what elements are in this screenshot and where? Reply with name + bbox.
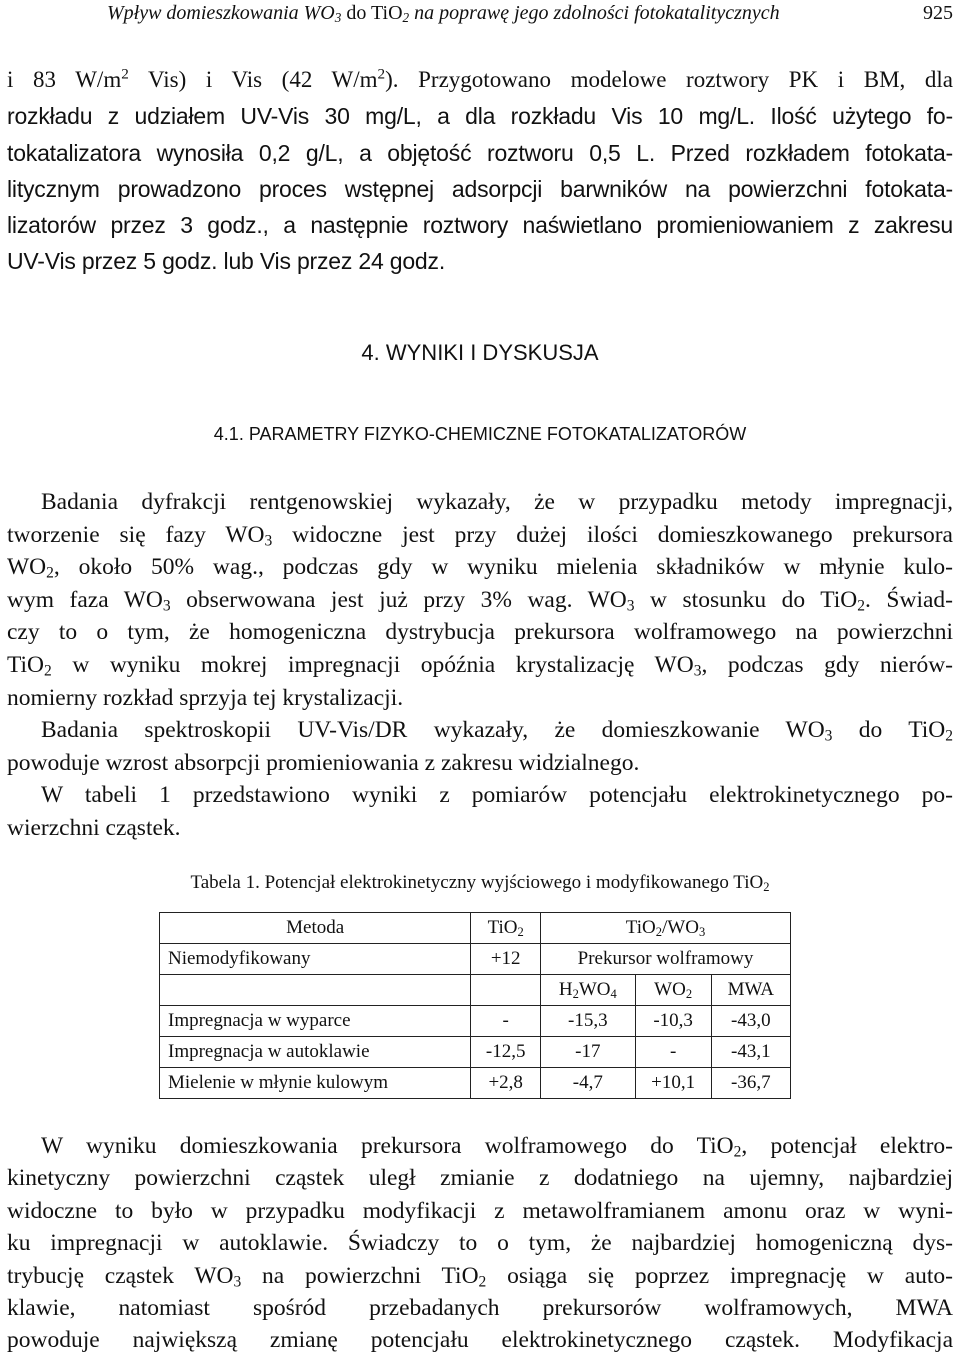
table-cell: +12 [471, 944, 541, 975]
text-line: tworzenie się fazy $WO_3$ widoczne jest przy dużej ilości domieszkowanego prekursora [7, 521, 953, 549]
table-cell: +2,8 [471, 1068, 541, 1099]
table-cell: Impregnacja w wyparce [160, 1006, 471, 1037]
header-cell-mwa: MWA [711, 975, 790, 1006]
table-cell: -17 [541, 1037, 636, 1068]
section-heading: 4. WYNIKI I DYSKUSJA [361, 340, 599, 365]
running-title: Wpływ domieszkowania $WO_3$ do TiO$_2$ na poprawę jego zdolności fotokatalitycznych [107, 2, 780, 25]
text-line: W tabeli 1 przedstawiono wyniki z pomiarów potencjału elektrokinetycznego po- [41, 782, 953, 809]
table-cell: -4,7 [541, 1068, 636, 1099]
table-cell: - [635, 1037, 711, 1068]
text-line: nomierny rozkład sprzyja tej krystalizacji. [7, 684, 404, 711]
page-number: 925 [923, 2, 953, 24]
table-caption: Tabela 1. Potencjał elektrokinetyczny wyjściowego i modyfikowanego TiO$_2$ [190, 872, 770, 894]
text-line: wierzchni cząstek. [7, 814, 181, 841]
results-table [159, 912, 791, 1099]
table-cell: Prekursor wolframowy [541, 944, 791, 975]
text-line: W wyniku domieszkowania prekursora wolframowego do TiO$_2$, potencjał elektro- [41, 1133, 953, 1161]
table-cell: - [471, 1006, 541, 1037]
intro-paragraph [7, 62, 953, 280]
table-cell: -36,7 [711, 1068, 790, 1099]
text-line: klawie, natomiast spośród przebadanych prekursorów wolframowych, MWA [7, 1294, 953, 1321]
header-cell-wo2: $WO_2$ [635, 975, 711, 1006]
header-cell-tio2-wo3: $TiO_2/WO_3$ [541, 913, 791, 944]
table-cell: -12,5 [471, 1037, 541, 1068]
text-line: widoczne to było w przypadku modyfikacji z metawolframianem amonu oraz w wyni- [7, 1197, 953, 1224]
table-row [160, 975, 791, 1006]
table-cell: +10,1 [635, 1068, 711, 1099]
text-line: ku impregnacji w autoklawie. Świadczy to o tym, że najbardziej homogeniczną dys- [7, 1230, 953, 1257]
header-cell-method: Metoda [160, 913, 471, 944]
text-line: kinetyczny powierzchni cząstek uległ zmianie z dodatniego na ujemny, najbardziej [7, 1165, 953, 1192]
table-row [160, 1068, 791, 1099]
body-paragraph-1 [7, 486, 953, 845]
header-cell-h2wo4: $H_2WO_4$ [541, 975, 636, 1006]
text-line: lizatorów przez 3 godz., a następnie roztwory naświetlano promieniowaniem z zakresu [7, 212, 953, 239]
table-cell: -43,0 [711, 1006, 790, 1037]
table-cell: -43,1 [711, 1037, 790, 1068]
text-line: Badania spektroskopii UV-Vis/DR wykazały, że domieszkowanie $WO_3$ do TiO$_2$ [41, 717, 953, 745]
table-row [160, 944, 791, 975]
subsection-heading: 4.1. PARAMETRY FIZYKO-CHEMICZNE FOTOKATALIZATORÓW [213, 424, 747, 444]
table-row [160, 1037, 791, 1068]
text-line: wym faza $WO_3$ obserwowana jest już przy 3% wag. $WO_3$ w stosunku do TiO$_2$. Świad- [7, 586, 953, 615]
text-line: i 83 $W/m^2$ Vis) i Vis (42 $W/m^2$). Przygotowano modelowe roztwory PK i BM, dla [7, 65, 954, 92]
table-cell: -15,3 [541, 1006, 636, 1037]
header-cell-tio2: TiO$_2$ [471, 913, 541, 944]
text-line: litycznym prowadzono proces wstępnej adsorpcji barwników na powierzchni fotokata- [7, 175, 953, 202]
table-cell: -10,3 [635, 1006, 711, 1037]
running-header [107, 0, 953, 26]
text-line: czy to o tym, że homogeniczna dystrybucja prekursora wolframowego na powierzchni [7, 619, 953, 646]
table-cell [160, 975, 471, 1006]
table-row [160, 913, 791, 944]
text-line: trybucję cząstek $WO_3$ na powierzchni TiO$_2$ osiąga się poprzez impregnację w auto- [7, 1262, 953, 1290]
text-line: tokatalizatora wynosiła 0,2 g/L, a objętość roztworu 0,5 L. Przed rozkładem fotokata- [7, 139, 953, 166]
text-line: Badania dyfrakcji rentgenowskiej wykazały, że w przypadku metody impregnacji, [41, 489, 953, 515]
text-line: UV-Vis przez 5 godz. lub Vis przez 24 godz. [7, 248, 446, 275]
text-line: TiO$_2$ w wyniku mokrej impregnacji opóźnia krystalizację $WO_3$, podczas gdy nierów- [7, 651, 953, 680]
table-cell: Mielenie w młynie kulowym [160, 1068, 471, 1099]
table-row [160, 1006, 791, 1037]
text-line: powoduje wzrost absorpcji promieniowania z zakresu widzialnego. [7, 749, 640, 776]
text-line: rozkładu z udziałem UV-Vis 30 mg/L, a dla rozkładu Vis 10 mg/L. Ilość użytego fo- [7, 103, 953, 130]
text-line: $WO_2$, około 50% wag., podczas gdy w wyniku mielenia składników w młynie kulo- [7, 554, 953, 582]
table-cell: Niemodyfikowany [160, 944, 471, 975]
text-line: powoduje największą zmianę potencjału elektrokinetycznego cząstek. Modyfikacja [7, 1327, 953, 1354]
table-cell: Impregnacja w autoklawie [160, 1037, 471, 1068]
body-paragraph-2 [7, 1130, 953, 1357]
table-cell [471, 975, 541, 1006]
